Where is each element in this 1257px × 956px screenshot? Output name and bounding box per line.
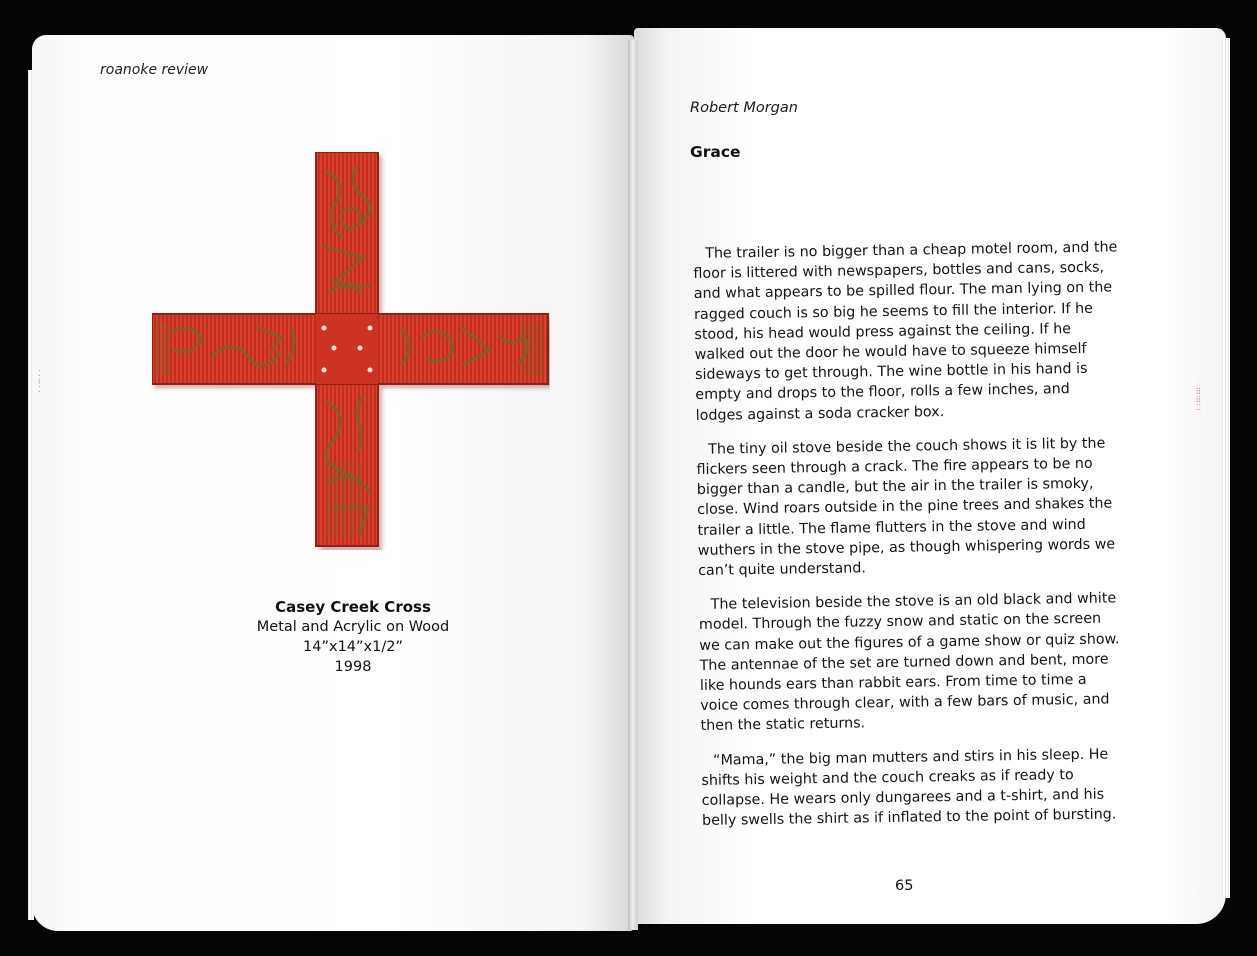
margin-scan-mark-right: ⁞⁞ ⁞⁞ ⁚⁚ xyxy=(1196,387,1202,412)
paragraph-3: The television beside the stove is an old black and white model. Through the fuzzy snow and static on the screen we can make out the figures of a game show or quiz show. The antennae of the set are turned down and bent, more like hounds ears than rabbit ears. From time to time a voice comes through clear, with a few bars of music, and then the static returns. xyxy=(698,590,1120,735)
artwork-caption xyxy=(200,597,506,677)
story-title: Grace xyxy=(690,143,741,161)
casey-creek-cross-artwork xyxy=(152,152,550,550)
paragraph-4: “Mama,” the big man mutters and stirs in his sleep. He shifts his weight and the couch creaks as if ready to collapse. He wears only dungarees and a t-shirt, and his belly swells the shirt as if inflated to the point of bursting. xyxy=(701,746,1117,830)
margin-scan-mark: ⁚ ⁝ ⁚ xyxy=(38,369,41,394)
author-name: Robert Morgan xyxy=(690,100,798,116)
paragraph-1: The trailer is no bigger than a cheap motel room, and the floor is littered with newspapers, bottles and cans, socks, and what appears to be spilled flour. The man lying on the ragged couch is so big he seems to fill the interior. If he stood, his head would press against the ceiling. If he walked out the door he would have to squeeze himself sideways to get through. The wine bottle in his hand is empty and drops to the floor, rolls a few inches, and lodges against a soda cracker box. xyxy=(693,239,1118,424)
artwork-title: Casey Creek Cross xyxy=(275,598,431,616)
paragraph-2: The tiny oil stove beside the couch shows it is lit by the flickers seen through a crack. The fire appears to be no bigger than a candle, but the air in the trailer is smoky, close. Wind roars outside in the pine trees and shakes the trailer a little. The flame flutters in the stove and wind wuthers in the stove pipe, as though whispering words we can’t quite understand. xyxy=(696,435,1116,580)
artwork-medium: Metal and Acrylic on Wood xyxy=(256,619,450,635)
running-head: roanoke review xyxy=(100,62,209,78)
artwork-dimensions: 14”x14”x1/2” xyxy=(303,639,403,655)
artwork-year: 1998 xyxy=(334,659,372,675)
story-body xyxy=(693,237,1127,845)
book-gutter xyxy=(628,40,638,930)
right-page-edge xyxy=(1222,38,1230,898)
page-number: 65 xyxy=(895,878,914,894)
